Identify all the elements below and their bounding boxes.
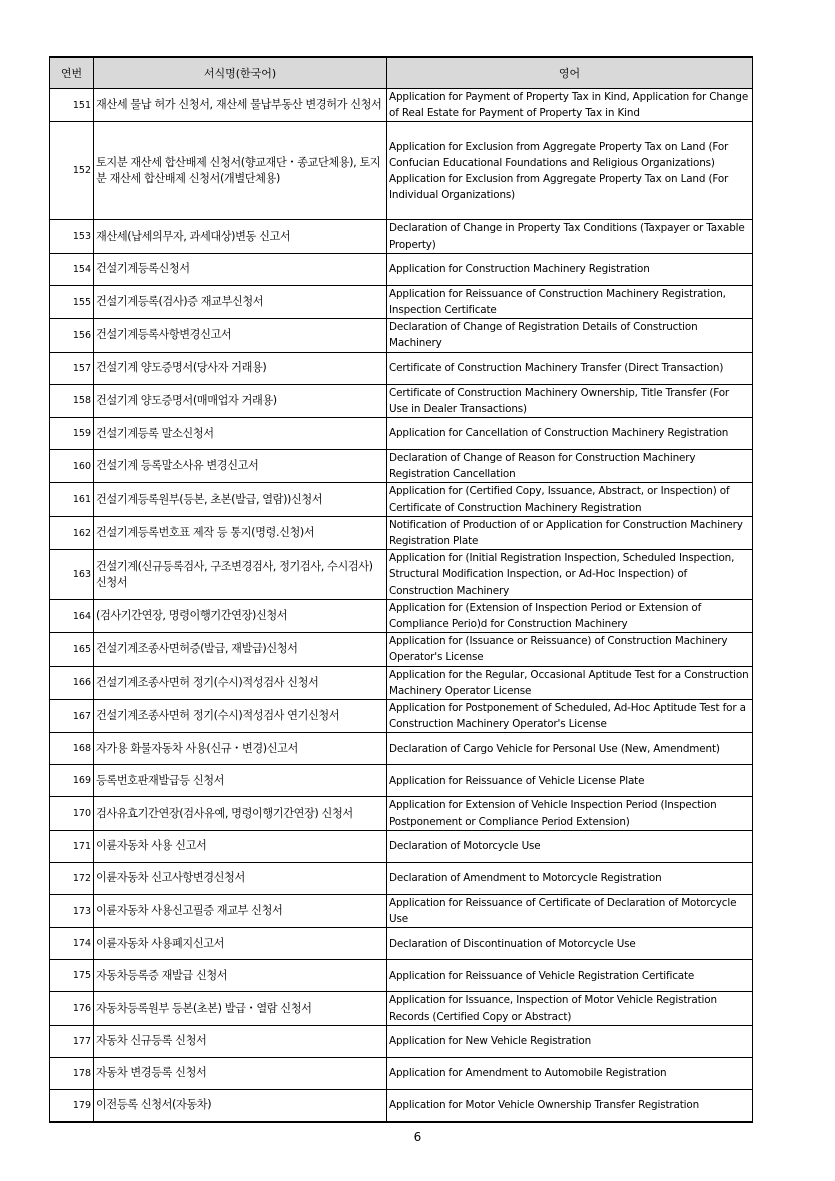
row-english-name: Application for (Issuance or Reissuance) of Construction Machinery Operator's License <box>387 633 753 666</box>
row-english-name: Application for Reissuance of Certificate of Declaration of Motorcycle Use <box>387 894 753 927</box>
row-number: 159 <box>50 418 94 450</box>
row-korean-name: 이륜자동차 사용폐지신고서 <box>94 928 387 960</box>
table-body <box>50 89 753 1122</box>
row-korean-name: 토지분 재산세 합산배제 신청서(향교재단・종교단체용), 토지분 재산세 합산배제 신청서(개별단체용) <box>94 122 387 220</box>
row-english-name: Application for (Initial Registration Inspection, Scheduled Inspection, Structural Modification Inspection, or Ad-Hoc Inspection) of Construction Machinery <box>387 550 753 600</box>
row-korean-name: 건설기계조종사면허증(발급, 재발급)신청서 <box>94 633 387 666</box>
table-row <box>50 384 753 417</box>
row-number: 151 <box>50 89 94 122</box>
table-row <box>50 319 753 352</box>
row-number: 160 <box>50 450 94 483</box>
row-korean-name: 건설기계등록(검사)증 재교부신청서 <box>94 285 387 318</box>
table-row <box>50 89 753 122</box>
row-english-name: Application for New Vehicle Registration <box>387 1025 753 1057</box>
table-row <box>50 894 753 927</box>
row-number: 154 <box>50 253 94 285</box>
row-english-name: Application for Reissuance of Vehicle License Plate <box>387 765 753 797</box>
table-row <box>50 928 753 960</box>
row-english-name: Application for Cancellation of Construction Machinery Registration <box>387 418 753 450</box>
row-korean-name: 건설기계 양도증명서(매매업자 거래용) <box>94 384 387 417</box>
row-korean-name: 건설기계등록신청서 <box>94 253 387 285</box>
table-row <box>50 285 753 318</box>
row-korean-name: 건설기계등록번호표 제작 등 통지(명령.신청)서 <box>94 516 387 549</box>
table-row <box>50 1057 753 1089</box>
row-korean-name: 이전등록 신청서(자동차) <box>94 1089 387 1122</box>
table-row <box>50 700 753 733</box>
table-row <box>50 122 753 220</box>
row-english-name: Application for the Regular, Occasional Aptitude Test for a Construction Machinery Operator License <box>387 666 753 699</box>
row-number: 165 <box>50 633 94 666</box>
page-number: 6 <box>413 1130 422 1144</box>
table-row <box>50 1089 753 1122</box>
table-row <box>50 733 753 765</box>
row-number: 179 <box>50 1089 94 1122</box>
row-english-name: Notification of Production of or Application for Construction Machinery Registration Plate <box>387 516 753 549</box>
table-row <box>50 960 753 992</box>
row-number: 161 <box>50 483 94 516</box>
row-number: 169 <box>50 765 94 797</box>
table-row <box>50 633 753 666</box>
header-english: 영어 <box>387 57 753 89</box>
row-korean-name: 건설기계등록사항변경신고서 <box>94 319 387 352</box>
row-english-name: Application for Amendment to Automobile Registration <box>387 1057 753 1089</box>
row-english-name: Application for Construction Machinery Registration <box>387 253 753 285</box>
row-korean-name: 건설기계등록 말소신청서 <box>94 418 387 450</box>
row-korean-name: 이륜자동차 사용 신고서 <box>94 830 387 862</box>
row-english-name: Declaration of Change of Registration Details of Construction Machinery <box>387 319 753 352</box>
row-english-name: Declaration of Change of Reason for Construction Machinery Registration Cancellation <box>387 450 753 483</box>
row-number: 158 <box>50 384 94 417</box>
row-english-name: Declaration of Cargo Vehicle for Personal Use (New, Amendment) <box>387 733 753 765</box>
row-korean-name: 건설기계등록원부(등본, 초본(발급, 열람))신청서 <box>94 483 387 516</box>
row-korean-name: 건설기계 등록말소사유 변경신고서 <box>94 450 387 483</box>
table-row <box>50 862 753 894</box>
row-korean-name: 자동차등록증 재발급 신청서 <box>94 960 387 992</box>
row-korean-name: 자가용 화물자동차 사용(신규・변경)신고서 <box>94 733 387 765</box>
row-number: 152 <box>50 122 94 220</box>
row-english-name: Declaration of Amendment to Motorcycle Registration <box>387 862 753 894</box>
row-number: 162 <box>50 516 94 549</box>
table-row <box>50 550 753 600</box>
row-korean-name: 건설기계조종사면허 정기(수시)적성검사 신청서 <box>94 666 387 699</box>
row-english-name: Certificate of Construction Machinery Ownership, Title Transfer (For Use in Dealer Transactions) <box>387 384 753 417</box>
row-korean-name: 건설기계(신규등록검사, 구조변경검사, 정기검사, 수시검사) 신청서 <box>94 550 387 600</box>
row-korean-name: 재산세 물납 허가 신청서, 재산세 물납부동산 변경허가 신청서 <box>94 89 387 122</box>
row-english-name: Declaration of Motorcycle Use <box>387 830 753 862</box>
row-korean-name: 자동차등록원부 등본(초본) 발급・열람 신청서 <box>94 992 387 1025</box>
row-number: 175 <box>50 960 94 992</box>
row-korean-name: 자동차 신규등록 신청서 <box>94 1025 387 1057</box>
row-number: 171 <box>50 830 94 862</box>
row-korean-name: 등록번호판재발급등 신청서 <box>94 765 387 797</box>
row-english-name: Application for Postponement of Scheduled, Ad-Hoc Aptitude Test for a Construction Machinery Operator's License <box>387 700 753 733</box>
table-row <box>50 797 753 830</box>
table-row <box>50 516 753 549</box>
row-english-name: Application for Reissuance of Construction Machinery Registration, Inspection Certificate <box>387 285 753 318</box>
table-row <box>50 830 753 862</box>
row-korean-name: 건설기계조종사면허 정기(수시)적성검사 연기신청서 <box>94 700 387 733</box>
row-english-name: Application for Exclusion from Aggregate Property Tax on Land (For Confucian Educational Foundations and Religious Organizations) Application for Exclusion from Aggregate Property Tax on Land (For Individual Organizations) <box>387 122 753 220</box>
table-row <box>50 765 753 797</box>
row-number: 157 <box>50 352 94 384</box>
table-row <box>50 418 753 450</box>
row-number: 174 <box>50 928 94 960</box>
table-header-row <box>50 57 753 89</box>
forms-table <box>49 56 753 1123</box>
row-english-name: Application for Extension of Vehicle Inspection Period (Inspection Postponement or Compliance Period Extension) <box>387 797 753 830</box>
row-english-name: Declaration of Discontinuation of Motorcycle Use <box>387 928 753 960</box>
row-korean-name: 검사유효기간연장(검사유예, 명령이행기간연장) 신청서 <box>94 797 387 830</box>
row-number: 177 <box>50 1025 94 1057</box>
row-number: 163 <box>50 550 94 600</box>
table-row <box>50 450 753 483</box>
row-number: 166 <box>50 666 94 699</box>
row-korean-name: (검사기간연장, 명령이행기간연장)신청서 <box>94 599 387 632</box>
row-english-name: Application for (Extension of Inspection Period or Extension of Compliance Perio)d for Construction Machinery <box>387 599 753 632</box>
table-row <box>50 220 753 253</box>
row-number: 167 <box>50 700 94 733</box>
row-number: 173 <box>50 894 94 927</box>
row-number: 176 <box>50 992 94 1025</box>
row-korean-name: 자동차 변경등록 신청서 <box>94 1057 387 1089</box>
row-english-name: Application for Payment of Property Tax in Kind, Application for Change of Real Estate for Payment of Property Tax in Kind <box>387 89 753 122</box>
row-number: 168 <box>50 733 94 765</box>
row-number: 170 <box>50 797 94 830</box>
table-row <box>50 352 753 384</box>
header-number: 연번 <box>50 57 94 89</box>
row-number: 155 <box>50 285 94 318</box>
row-english-name: Application for Motor Vehicle Ownership Transfer Registration <box>387 1089 753 1122</box>
row-korean-name: 이륜자동차 사용신고필증 재교부 신청서 <box>94 894 387 927</box>
row-english-name: Application for Reissuance of Vehicle Registration Certificate <box>387 960 753 992</box>
row-korean-name: 건설기계 양도증명서(당사자 거래용) <box>94 352 387 384</box>
table-row <box>50 599 753 632</box>
table-row <box>50 483 753 516</box>
table-row <box>50 253 753 285</box>
table-row <box>50 666 753 699</box>
row-number: 178 <box>50 1057 94 1089</box>
table-row <box>50 1025 753 1057</box>
row-korean-name: 재산세(납세의무자, 과세대상)변동 신고서 <box>94 220 387 253</box>
row-english-name: Application for Issuance, Inspection of Motor Vehicle Registration Records (Certified Copy or Abstract) <box>387 992 753 1025</box>
row-english-name: Application for (Certified Copy, Issuance, Abstract, or Inspection) of Certificate of Construction Machinery Registration <box>387 483 753 516</box>
row-number: 156 <box>50 319 94 352</box>
row-number: 172 <box>50 862 94 894</box>
row-english-name: Declaration of Change in Property Tax Conditions (Taxpayer or Taxable Property) <box>387 220 753 253</box>
header-korean: 서식명(한국어) <box>94 57 387 89</box>
row-korean-name: 이륜자동차 신고사항변경신청서 <box>94 862 387 894</box>
row-english-name: Certificate of Construction Machinery Transfer (Direct Transaction) <box>387 352 753 384</box>
row-number: 153 <box>50 220 94 253</box>
table-row <box>50 992 753 1025</box>
row-number: 164 <box>50 599 94 632</box>
